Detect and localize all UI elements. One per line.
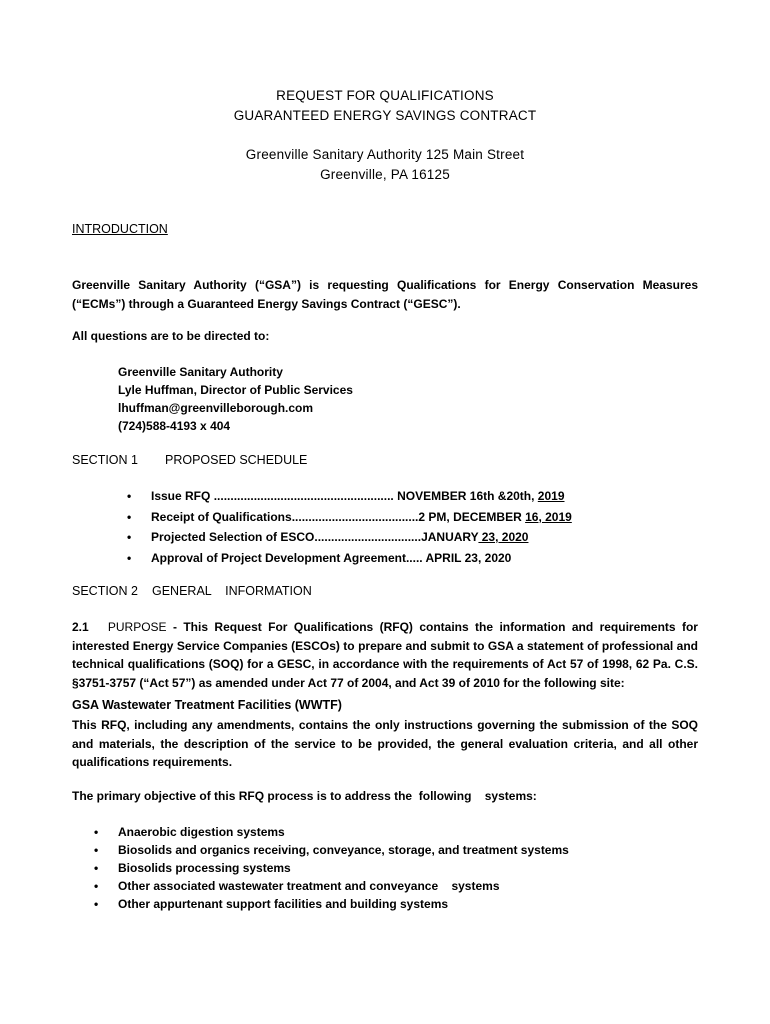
system-label: Anaerobic digestion systems bbox=[118, 825, 285, 839]
schedule-dots: ...................................................... bbox=[213, 489, 394, 503]
schedule-item bbox=[127, 548, 572, 569]
title-line-2: GUARANTEED ENERGY SAVINGS CONTRACT bbox=[233, 108, 537, 123]
section-2-number: SECTION 2 bbox=[72, 584, 138, 598]
section-1-number: SECTION 1 bbox=[72, 453, 138, 467]
schedule-item bbox=[127, 486, 572, 507]
bullet-icon: • bbox=[127, 530, 132, 544]
schedule-dots: ...................................... bbox=[291, 509, 419, 524]
schedule-value: NOVEMBER 16th &20th, bbox=[397, 489, 538, 503]
schedule-dots: ..... bbox=[405, 550, 423, 565]
bullet-icon: • bbox=[127, 489, 132, 503]
list-item bbox=[94, 895, 569, 913]
schedule-label: Receipt of Qualifications bbox=[151, 509, 292, 524]
schedule-value: APRIL 23, 2020 bbox=[422, 550, 512, 565]
facility-paragraph: This RFQ, including any amendments, contains the only instructions governing the submission of the SOQ and materials, the description of the service to be provided, the general evaluation criteria, and all other qualifications requirements. bbox=[72, 718, 698, 769]
title-line-1: REQUEST FOR QUALIFICATIONS bbox=[276, 88, 494, 103]
schedule-label: Approval of Project Development Agreement bbox=[151, 550, 406, 565]
system-label: Biosolids and organics receiving, conveyance, storage, and treatment systems bbox=[118, 843, 569, 857]
introduction-heading: INTRODUCTION bbox=[72, 222, 168, 236]
schedule-label: Projected Selection of ESCO bbox=[151, 530, 315, 544]
contact-org: Greenville Sanitary Authority bbox=[118, 365, 283, 379]
section-1-title: PROPOSED SCHEDULE bbox=[165, 453, 308, 467]
system-label: Other appurtenant support facilities and building systems bbox=[118, 897, 449, 911]
purpose-paragraph bbox=[72, 618, 698, 692]
list-item bbox=[94, 877, 569, 895]
schedule-item bbox=[127, 507, 572, 528]
schedule-value: JANUARY bbox=[421, 530, 479, 544]
bullet-icon: • bbox=[94, 879, 99, 893]
purpose-number: 2.1 bbox=[72, 620, 89, 634]
objective-line: The primary objective of this RFQ process is to address the following systems: bbox=[72, 789, 537, 803]
facility-heading: GSA Wastewater Treatment Facilities (WWTF) bbox=[72, 698, 342, 712]
purpose-text: - This Request For Qualifications (RFQ) contains the information and requirements for interested Energy Service Companies (ESCOs) to prepare and submit to GSA a statement of professional and technical qualifications (SOQ) for a GESC, in accordance with the requirements of Act 57 of 1998, 62 Pa. C.S. §3751-3757 (“Act 57”) as amended under Act 77 of 2004, and Act 39 of 2010 for the following site: bbox=[72, 620, 698, 690]
address-line-2: Greenville, PA 16125 bbox=[320, 167, 450, 182]
introduction-paragraph: Greenville Sanitary Authority (“GSA”) is requesting Qualifications for Energy Conservation Measures (“ECMs”) through a Guaranteed Energy Savings Contract (“GESC”). bbox=[72, 278, 698, 311]
contact-phone: (724)588-4193 x 404 bbox=[118, 419, 231, 433]
schedule-item bbox=[127, 527, 572, 548]
bullet-icon: • bbox=[127, 509, 132, 524]
schedule-value-underlined: 2019 bbox=[537, 489, 565, 503]
schedule-label: Issue RFQ bbox=[151, 489, 211, 503]
schedule-value: 2 PM, DECEMBER bbox=[418, 509, 526, 524]
questions-line: All questions are to be directed to: bbox=[72, 329, 270, 343]
bullet-icon: • bbox=[94, 825, 99, 839]
bullet-icon: • bbox=[94, 861, 99, 875]
list-item bbox=[94, 823, 569, 841]
list-item bbox=[94, 841, 569, 859]
bullet-icon: • bbox=[94, 843, 99, 857]
purpose-label: PURPOSE bbox=[107, 620, 167, 634]
system-label: Biosolids processing systems bbox=[118, 861, 291, 875]
systems-list bbox=[94, 823, 569, 913]
schedule-value-underlined: 16, 2019 bbox=[525, 509, 572, 524]
bullet-icon: • bbox=[127, 550, 132, 565]
contact-email: lhuffman@greenvilleborough.com bbox=[118, 401, 314, 415]
list-item bbox=[94, 859, 569, 877]
contact-person: Lyle Huffman, Director of Public Services bbox=[118, 383, 353, 397]
bullet-icon: • bbox=[94, 897, 99, 911]
system-label: Other associated wastewater treatment and conveyance systems bbox=[118, 879, 500, 893]
schedule-dots: ................................ bbox=[314, 530, 422, 544]
contact-block bbox=[118, 363, 353, 435]
schedule-value-underlined: 23, 2020 bbox=[478, 530, 529, 544]
section-2-title: GENERAL INFORMATION bbox=[152, 584, 312, 598]
schedule-list bbox=[127, 486, 572, 568]
address-line-1: Greenville Sanitary Authority 125 Main Street bbox=[245, 147, 525, 162]
